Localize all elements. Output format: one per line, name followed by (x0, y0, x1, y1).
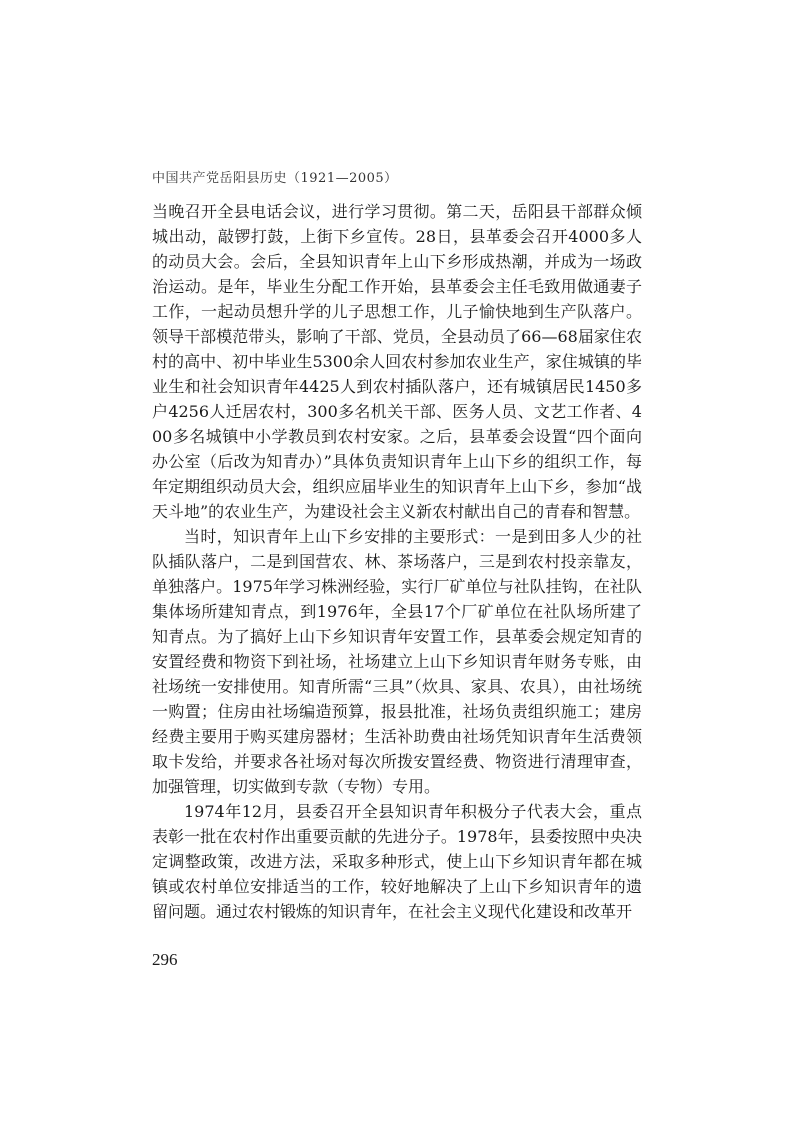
paragraph-1: 当晚召开全县电话会议，进行学习贯彻。第二天，岳阳县干部群众倾城出动，敲锣打鼓，上街下乡宣传。28日，县革委会召开4000多人的动员大会。会后，全县知识青年上山下乡形成热潮，并成为一场政治运动。是年，毕业生分配工作开始，县革委会主任毛致用做通妻子工作，一起动员想升学的儿子思想工作，儿子愉快地到生产队落户。领导干部模范带头，影响了干部、党员，全县动员了66—68届家住农村的高中、初中毕业生5300余人回农村参加农业生产，家住城镇的毕业生和社会知识青年4425人到农村插队落户，还有城镇居民1450多户4256人迁居农村，300多名机关干部、医务人员、文艺工作者、400多名城镇中小学教员到农村安家。之后，县革委会设置“四个面向办公室（后改为知青办）”具体负责知识青年上山下乡的组织工作，每年定期组织动员大会，组织应届毕业生的知识青年上山下乡，参加“战天斗地”的农业生产，为建设社会主义新农村献出自己的青春和智慧。 (152, 202, 642, 521)
page-number: 296 (152, 950, 178, 969)
running-header: 中国共产党岳阳县历史（1921—2005） (152, 171, 398, 186)
body-text (152, 199, 642, 924)
paragraph-3: 1974年12月，县委召开全县知识青年积极分子代表大会，重点表彰一批在农村作出重要贡献的先进分子。1978年，县委按照中央决定调整政策，改进方法，采取多种形式，使上山下乡知识青年都在城镇或农村单位安排适当的工作，较好地解决了上山下乡知识青年的遗留问题。通过农村锻炼的知识青年，在社会主义现代化建设和改革开 (152, 802, 642, 921)
paragraph-2: 当时，知识青年上山下乡安排的主要形式：一是到田多人少的社队插队落户，二是到国营农、林、茶场落户，三是到农村投亲靠友，单独落户。1975年学习株洲经验，实行厂矿单位与社队挂钩，在社队集体场所建知青点，到1976年，全县17个厂矿单位在社队场所建了知青点。为了搞好上山下乡知识青年安置工作，县革委会规定知青的安置经费和物资下到社场，社场建立上山下乡知识青年财务专账，由社场统一安排使用。知青所需“三具”（炊具、家具、农具），由社场统一购置；住房由社场编造预算，报县批准，社场负责组织施工；建房经费主要用于购买建房器材；生活补助费由社场凭知识青年生活费领取卡发给，并要求各社场对每次所拨安置经费、物资进行清理审查，加强管理，切实做到专款（专物）专用。 (152, 527, 642, 796)
